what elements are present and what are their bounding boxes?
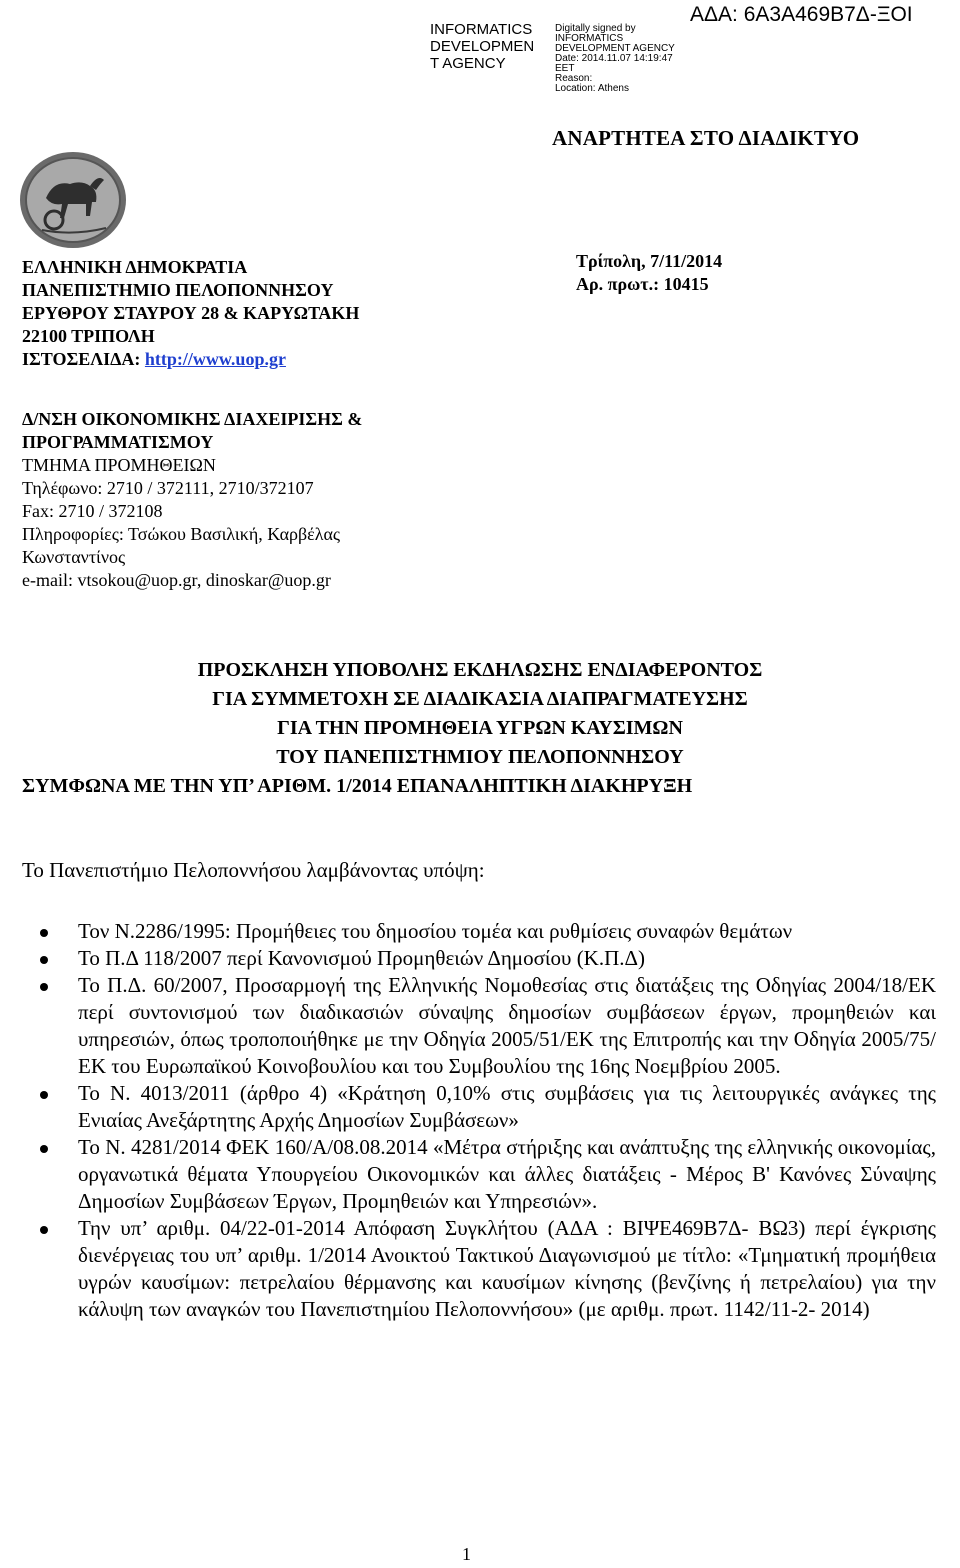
bullet-icon bbox=[40, 983, 48, 991]
list-item-text: Το Π.Δ. 60/2007, Προσαρμογή της Ελληνικής Νομοθεσίας στις διατάξεις της Οδηγίας 2004/18/ΕΚ περί συντονισμού των διαδικασιών σύναψης δημοσίων συμβάσεων έργων, προμηθειών και υπηρεσιών, όπως τροποποιήθηκε με την Οδηγία 2005/51/ΕΚ της Επιτροπής και την Οδηγία 2005/75/ΕΚ του Ευρωπαϊκού Κοινοβουλίου και του Συμβουλίου της 16ης Νοεμβρίου 2005. bbox=[78, 973, 936, 1078]
university-line: ΠΑΝΕΠΙΣΤΗΜΙΟ ΠΕΛΟΠΟΝΝΗΣΟΥ bbox=[22, 280, 334, 300]
university-line: ΕΛΛΗΝΙΚΗ ΔΗΜΟΚΡΑΤΙΑ bbox=[22, 257, 248, 277]
page-number: 1 bbox=[462, 1544, 471, 1564]
bullet-icon bbox=[40, 1091, 48, 1099]
considerations-list bbox=[22, 918, 936, 1323]
list-item-text: Το Ν. 4013/2011 (άρθρο 4) «Κράτηση 0,10% στις συμβάσεις για τις λειτουργικές ανάγκες της Ενιαίας Ανεξάρτητης Αρχής Δημοσίων Συμβάσεων» bbox=[78, 1081, 936, 1132]
university-header bbox=[22, 256, 359, 371]
website-link[interactable]: http://www.uop.gr bbox=[144, 349, 286, 369]
intro-text: Το Πανεπιστήμιο Πελοποννήσου λαμβάνοντας υπόψη: bbox=[22, 858, 485, 882]
place-date-block bbox=[576, 250, 722, 296]
signature-detail-line: EET bbox=[555, 63, 575, 74]
signature-detail-line: Date: 2014.11.07 14:19:47 bbox=[555, 53, 673, 64]
ada-identifier: ΑΔΑ: 6Α3Α469Β7Δ-ΞΟΙ bbox=[690, 3, 913, 26]
fax-line: Fax: 2710 / 372108 bbox=[22, 501, 163, 521]
signature-detail-line: Location: Athens bbox=[555, 83, 629, 94]
signature-org-line: DEVELOPMEN bbox=[430, 38, 535, 55]
department-title-line: ΠΡΟΓΡΑΜΜΑΤΙΣΜΟΥ bbox=[22, 432, 214, 452]
department-title-line: Δ/ΝΣΗ ΟΙΚΟΝΟΜΙΚΗΣ ΔΙΑΧΕΙΡΙΣΗΣ & bbox=[22, 409, 363, 429]
website-line bbox=[22, 348, 359, 371]
document-title bbox=[0, 656, 960, 801]
list-item-text: Τον Ν.2286/1995: Προμήθειες του δημοσίου τομέα και ρυθμίσεις συναφών θεμάτων bbox=[78, 919, 793, 943]
list-item bbox=[22, 1134, 936, 1215]
list-item bbox=[22, 945, 936, 972]
phone-line: Τηλέφωνο: 2710 / 372111, 2710/372107 bbox=[22, 478, 314, 498]
signature-details bbox=[555, 24, 675, 94]
signature-detail-line: Reason: bbox=[555, 73, 593, 84]
university-line: ΕΡΥΘΡΟΥ ΣΤΑΥΡΟΥ 28 & ΚΑΡΥΩΤΑΚΗ bbox=[22, 303, 360, 323]
signature-detail-line: DEVELOPMENT AGENCY bbox=[555, 43, 675, 54]
title-line: ΓΙΑ ΣΥΜΜΕΤΟΧΗ ΣΕ ΔΙΑΔΙΚΑΣΙΑ ΔΙΑΠΡΑΓΜΑΤΕΥΣΗΣ bbox=[212, 688, 748, 710]
list-item bbox=[22, 918, 936, 945]
title-line: ΠΡΟΣΚΛΗΣΗ ΥΠΟΒΟΛΗΣ ΕΚΔΗΛΩΣΗΣ ΕΝΔΙΑΦΕΡΟΝΤΟΣ bbox=[197, 659, 763, 681]
list-item bbox=[22, 1080, 936, 1134]
signature-detail-line: Digitally signed by bbox=[555, 23, 636, 34]
email-line: e-mail: vtsokou@uop.gr, dinoskar@uop.gr bbox=[22, 570, 331, 590]
bullet-icon bbox=[40, 956, 48, 964]
university-line: 22100 ΤΡΙΠΟΛΗ bbox=[22, 326, 155, 346]
title-line: ΓΙΑ ΤΗΝ ΠΡΟΜΗΘΕΙΑ ΥΓΡΩΝ ΚΑΥΣΙΜΩΝ bbox=[277, 717, 683, 739]
bullet-icon bbox=[40, 1226, 48, 1234]
signature-org-line: T AGENCY bbox=[430, 55, 506, 72]
university-coin-logo bbox=[18, 150, 128, 250]
department-block bbox=[22, 408, 362, 592]
website-label: ΙΣΤΟΣΕΛΙΔΑ: bbox=[22, 349, 145, 369]
signature-org-line: INFORMATICS bbox=[430, 21, 533, 38]
signature-organization bbox=[430, 21, 534, 72]
list-item bbox=[22, 972, 936, 1080]
list-item bbox=[22, 1215, 936, 1323]
title-line: ΣΥΜΦΩΝΑ ΜΕ ΤΗΝ ΥΠ’ ΑΡΙΘΜ. 1/2014 ΕΠΑΝΑΛΗΠΤΙΚΗ ΔΙΑΚΗΡΥΞΗ bbox=[22, 775, 693, 797]
list-item-text: Το Π.Δ 118/2007 περί Κανονισμού Προμηθειών Δημοσίου (Κ.Π.Δ) bbox=[78, 946, 646, 970]
bullet-icon bbox=[40, 929, 48, 937]
list-item-text: Το Ν. 4281/2014 ΦΕΚ 160/Α/08.08.2014 «Μέτρα στήριξης και ανάπτυξης της ελληνικής οικονομίας, οργανωτικά θέματα Υπουργείου Οικονομικών και άλλες διατάξεις - Μέρος Β' Κανόνες Σύναψης Δημοσίων Συμβάσεων Έργων, Προμηθειών και Υπηρεσιών». bbox=[78, 1135, 936, 1213]
place-date: Τρίπολη, 7/11/2014 bbox=[576, 251, 723, 271]
title-line: ΤΟΥ ΠΑΝΕΠΙΣΤΗΜΙΟΥ ΠΕΛΟΠΟΝΝΗΣΟΥ bbox=[276, 746, 684, 768]
bullet-icon bbox=[40, 1145, 48, 1153]
info-line-cont: Κωνσταντίνος bbox=[22, 547, 126, 567]
protocol-number: Αρ. πρωτ.: 10415 bbox=[576, 274, 709, 294]
signature-detail-line: INFORMATICS bbox=[555, 33, 624, 44]
department-line: ΤΜΗΜΑ ΠΡΟΜΗΘΕΙΩΝ bbox=[22, 455, 216, 475]
info-line: Πληροφορίες: Τσώκου Βασιλική, Καρβέλας bbox=[22, 524, 340, 544]
posting-notice: ΑΝΑΡΤΗΤΕΑ ΣΤΟ ΔΙΑΔΙΚΤΥΟ bbox=[552, 126, 860, 150]
list-item-text: Την υπ’ αριθμ. 04/22-01-2014 Απόφαση Συγκλήτου (ΑΔΑ : ΒΙΨΕ469Β7Δ- ΒΩ3) περί έγκρισης διενέργειας του υπ’ αριθμ. 1/2014 Ανοικτού Τακτικού Διαγωνισμού με τίτλο: «Τμηματική προμήθεια υγρών καυσίμων: πετρελαίου θέρμανσης και καυσίμων κίνησης (βενζίνης ή πετρελαίου) για την κάλυψη των αναγκών του Πανεπιστημίου Πελοποννήσου» (με αριθμ. πρωτ. 1142/11-2- 2014) bbox=[78, 1216, 936, 1321]
